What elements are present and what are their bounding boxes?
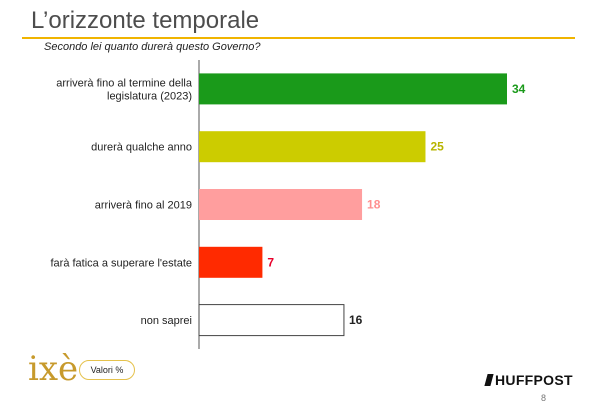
bar-2 [199,189,362,220]
values-percent-badge: Valori % [79,360,135,380]
ixe-logo: ixè [28,349,79,389]
category-label-2-0: arriverà fino al 2019 [94,199,192,212]
huffpost-mark-icon [484,374,493,386]
value-label-4: 16 [348,313,363,328]
bar-0 [199,73,507,104]
huffpost-wordmark: HUFFPOST [495,372,573,388]
category-label-1-0: durerà qualche anno [91,141,192,154]
chart-question: Secondo lei quanto durerà questo Governo? [44,41,261,53]
page-title: L’orizzonte temporale [31,7,260,34]
value-label-0: 34 [512,81,526,96]
value-label-3: 7 [267,255,275,270]
category-label-0-1: legislatura (2023) [107,90,192,103]
bar-1 [199,131,425,162]
bar-4 [199,305,344,336]
value-label-2: 18 [367,197,381,212]
huffpost-logo [486,372,573,388]
bar-3 [199,247,262,278]
category-label-0-0: arriverà fino al termine della [56,77,192,90]
page-number: 8 [541,393,547,403]
category-label-4-0: non saprei [140,315,192,328]
value-label-1: 25 [430,139,444,154]
category-label-3-0: farà fatica a superare l'estate [50,257,192,270]
